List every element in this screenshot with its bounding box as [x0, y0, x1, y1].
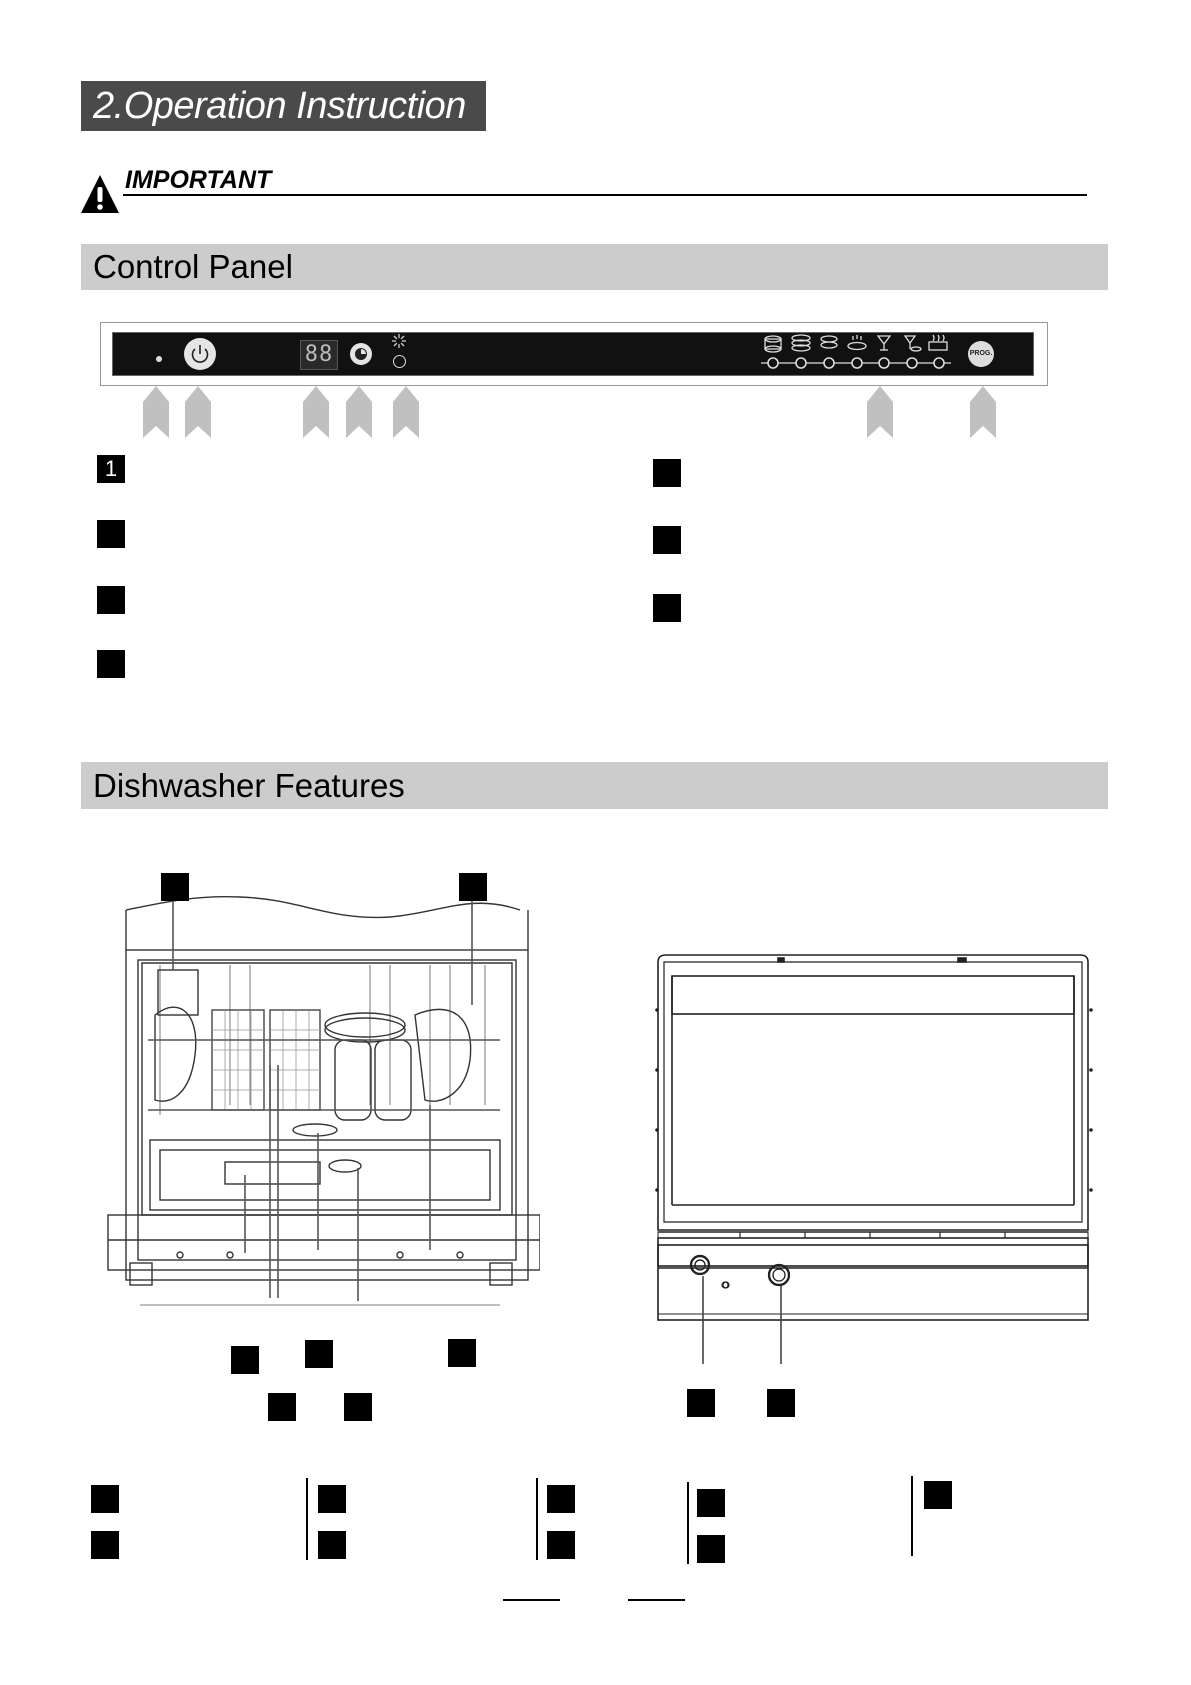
rapid-icon — [905, 336, 921, 351]
warning-triangle-icon — [80, 174, 120, 214]
callout-arrow-delay — [346, 386, 372, 438]
feature-marker-bottom-5 — [344, 1393, 372, 1421]
control-panel-callout-arrows — [0, 385, 1191, 440]
legend-marker-5 — [653, 459, 681, 487]
legend-marker-4 — [97, 650, 125, 678]
rinse-aid-indicator-icon — [389, 332, 409, 350]
feature-legend-marker-8 — [697, 1535, 725, 1563]
feature-marker-bottom-3 — [448, 1339, 476, 1367]
power-icon — [184, 338, 216, 370]
section-dishwasher-features: Dishwasher Features — [81, 762, 1108, 809]
feature-legend-marker-4 — [318, 1531, 346, 1559]
callout-arrow-rinse — [393, 386, 419, 438]
eco-icon — [821, 336, 837, 348]
legend-divider — [306, 1478, 308, 1560]
rinse-aid-light — [393, 355, 406, 368]
salad-icon — [848, 335, 866, 350]
power-indicator-light — [156, 356, 162, 362]
glass-icon — [878, 336, 890, 350]
feature-marker-bottom-1 — [231, 1346, 259, 1374]
feature-legend-marker-2 — [91, 1531, 119, 1559]
feature-marker-top-right — [459, 873, 487, 901]
digital-display: 88 — [300, 340, 338, 370]
normal-icon — [792, 335, 810, 351]
callout-arrow-power-light — [143, 386, 169, 438]
legend-divider — [911, 1476, 913, 1556]
section-control-panel: Control Panel — [81, 244, 1108, 290]
legend-divider — [687, 1482, 689, 1564]
feature-legend-marker-3 — [318, 1485, 346, 1513]
feature-marker-top-left — [161, 873, 189, 901]
legend-marker-7 — [653, 594, 681, 622]
rear-diagram-base — [650, 1240, 1100, 1370]
important-heading: IMPORTANT — [125, 166, 272, 194]
legend-marker-2 — [97, 520, 125, 548]
legend-divider — [536, 1478, 538, 1560]
feature-legend-marker-5 — [547, 1485, 575, 1513]
power-button[interactable] — [184, 338, 216, 370]
feature-marker-drain — [767, 1389, 795, 1417]
control-panel — [112, 332, 1034, 376]
delay-timer-icon — [350, 343, 372, 365]
legend-marker-3 — [97, 586, 125, 614]
feature-marker-bottom-2 — [305, 1340, 333, 1368]
dishwasher-interior-diagram — [100, 865, 540, 1325]
legend-marker-6 — [653, 526, 681, 554]
callout-arrow-power-button — [185, 386, 211, 438]
footer-rule-left — [503, 1599, 560, 1601]
callout-arrow-display — [303, 386, 329, 438]
soak-icon — [929, 335, 947, 350]
feature-legend-marker-9 — [924, 1481, 952, 1509]
feature-legend-marker-1 — [91, 1485, 119, 1513]
footer-rule-right — [628, 1599, 685, 1601]
program-icons — [761, 332, 961, 374]
delay-button[interactable] — [350, 343, 372, 365]
page-title: 2.Operation Instruction — [81, 81, 486, 131]
important-rule — [123, 194, 1087, 196]
callout-arrow-prog — [970, 386, 996, 438]
callout-arrow-programs — [867, 386, 893, 438]
feature-marker-bottom-4 — [268, 1393, 296, 1421]
intensive-icon — [765, 336, 781, 352]
feature-marker-water-inlet — [687, 1389, 715, 1417]
feature-legend-marker-7 — [697, 1489, 725, 1517]
legend-marker-1: 1 — [97, 455, 125, 483]
feature-legend-marker-6 — [547, 1531, 575, 1559]
program-button[interactable]: PROG. — [968, 341, 994, 367]
